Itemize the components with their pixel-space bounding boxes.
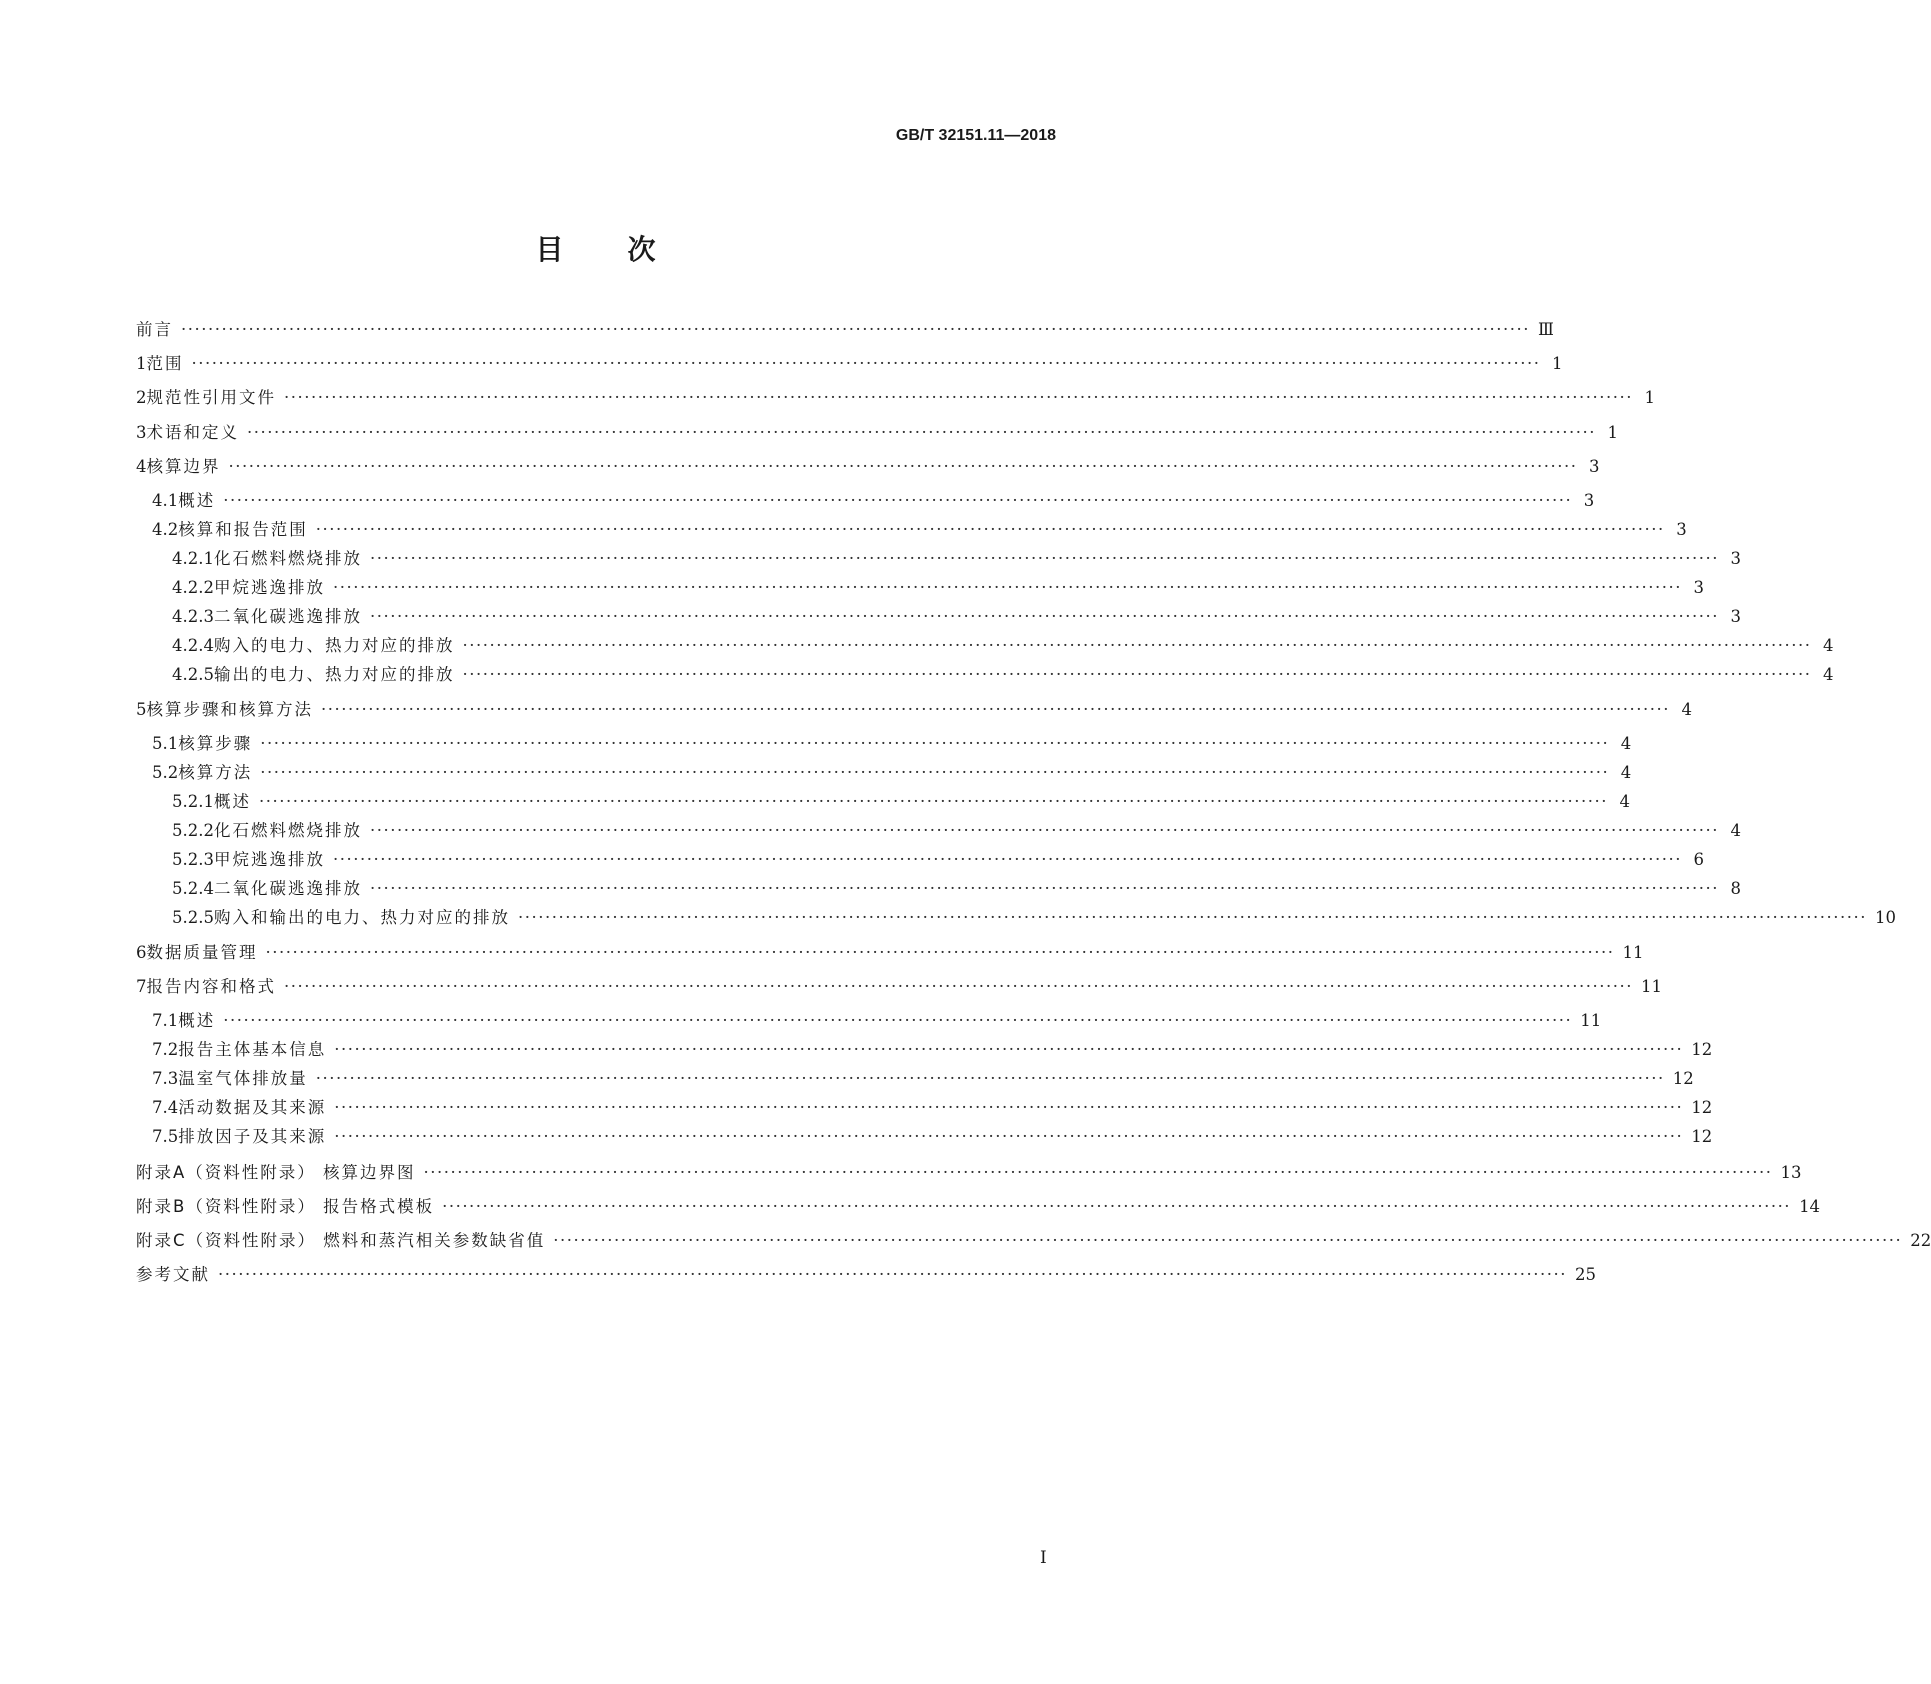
toc-entry[interactable] — [136, 939, 1644, 963]
toc-dot-leader: ········································································································································································································ — [369, 879, 1719, 898]
toc-entry-label: 化石燃料燃烧排放 — [213, 821, 362, 840]
toc-dot-leader: ········································································································································································································ — [553, 1231, 1903, 1250]
toc-dot-leader: ········································································································································································································ — [191, 354, 1541, 373]
toc-entry[interactable] — [152, 730, 1632, 754]
toc-entry-number: 4.2 — [152, 520, 179, 539]
toc-entry-number: 3 — [136, 423, 147, 442]
toc-entry-page: 4 — [1822, 636, 1834, 655]
toc-dot-leader: ········································································································································································································ — [517, 908, 1867, 927]
toc-entry-number: 7.1 — [152, 1011, 179, 1030]
toc-entry-label: 输出的电力、热力对应的排放 — [213, 665, 455, 684]
toc-entry-page: Ⅲ — [1537, 320, 1554, 339]
toc-entry-page: 4 — [1730, 821, 1741, 840]
toc-entry[interactable] — [172, 846, 1704, 870]
toc-entry-number: 5 — [136, 700, 147, 719]
toc-entry-number: 7.5 — [152, 1127, 179, 1146]
toc-entry-label: 前言 — [136, 320, 173, 339]
toc-entry-number: 7 — [136, 977, 147, 996]
toc-entry[interactable] — [136, 696, 1692, 720]
toc-entry[interactable] — [172, 875, 1741, 899]
toc-entry-page: 22 — [1910, 1231, 1931, 1250]
toc-dot-leader: ········································································································································································································ — [321, 700, 1670, 719]
toc-entry[interactable] — [136, 316, 1554, 340]
toc-entry-label: 报告主体基本信息 — [178, 1040, 327, 1059]
toc-entry-page: 11 — [1640, 977, 1662, 996]
toc-entry[interactable] — [172, 545, 1741, 569]
toc-entry-page: 12 — [1691, 1127, 1713, 1146]
toc-dot-leader: ········································································································································································································ — [223, 1011, 1573, 1030]
toc-entry-number: 4.2.4 — [172, 636, 214, 655]
toc-entry-label: 概述 — [178, 491, 216, 510]
toc-entry-label: 排放因子及其来源 — [178, 1127, 327, 1146]
toc-entry-label: 术语和定义 — [146, 423, 239, 442]
toc-entry-page: 1 — [1644, 388, 1655, 407]
toc-entry-label: 活动数据及其来源 — [178, 1098, 327, 1117]
toc-entry-number: 4.2.1 — [172, 549, 214, 568]
toc-dot-leader: ········································································································································································································ — [462, 636, 1812, 655]
toc-entry-number: 4 — [136, 457, 147, 476]
toc-dot-leader: ········································································································································································································ — [334, 1040, 1684, 1059]
toc-entry[interactable] — [172, 817, 1741, 841]
toc-entry-label: 范围 — [146, 354, 184, 373]
toc-dot-leader: ········································································································································································································ — [332, 578, 1682, 597]
toc-entry-page: 3 — [1588, 457, 1600, 476]
toc-entry[interactable] — [136, 1227, 1931, 1251]
toc-entry-page: 3 — [1583, 491, 1595, 510]
toc-entry-label: 报告内容和格式 — [146, 977, 276, 996]
toc-entry-number: 7.4 — [152, 1098, 179, 1117]
toc-entry-label: 甲烷逃逸排放 — [213, 578, 325, 597]
toc-entry-label: 购入的电力、热力对应的排放 — [213, 636, 455, 655]
toc-entry-page: 12 — [1691, 1040, 1713, 1059]
toc-dot-leader: ········································································································································································································ — [423, 1163, 1773, 1182]
toc-entry-page: 11 — [1580, 1011, 1602, 1030]
toc-entry-label: 核算和报告范围 — [178, 520, 308, 539]
toc-entry-number: 5.2.1 — [172, 792, 214, 811]
toc-dot-leader: ········································································································································································································ — [369, 549, 1719, 568]
toc-entry[interactable] — [172, 661, 1834, 685]
toc-entry[interactable] — [152, 1094, 1713, 1118]
toc-entry[interactable] — [172, 904, 1896, 928]
toc-entry-label: 参考文献 — [136, 1265, 210, 1284]
toc-dot-leader: ········································································································································································································ — [284, 977, 1633, 996]
toc-entry-label: 附录A（资料性附录） 核算边界图 — [136, 1163, 416, 1182]
toc-entry-label: 甲烷逃逸排放 — [213, 850, 325, 869]
toc-dot-leader: ········································································································································································································ — [332, 850, 1682, 869]
toc-entry-page: 6 — [1693, 850, 1704, 869]
toc-dot-leader: ········································································································································································································ — [462, 665, 1812, 684]
toc-entry[interactable] — [152, 1007, 1602, 1031]
toc-entry[interactable] — [136, 1261, 1596, 1285]
toc-entry[interactable] — [172, 603, 1741, 627]
toc-dot-leader: ········································································································································································································ — [369, 607, 1719, 626]
toc-entry-label: 规范性引用文件 — [146, 388, 276, 407]
toc-entry-label: 附录C（资料性附录） 燃料和蒸汽相关参数缺省值 — [136, 1231, 546, 1250]
toc-entry-label: 核算边界 — [146, 457, 221, 476]
page-title: 目次 — [535, 233, 720, 266]
page-number: I — [1040, 1548, 1047, 1568]
toc-entry[interactable] — [136, 384, 1655, 408]
toc-entry[interactable] — [172, 574, 1704, 598]
toc-entry-page: 8 — [1730, 879, 1741, 898]
toc-entry[interactable] — [172, 788, 1630, 812]
toc-entry[interactable] — [152, 516, 1687, 540]
toc-entry-label: 化石燃料燃烧排放 — [213, 549, 362, 568]
toc-entry-number: 7.2 — [152, 1040, 179, 1059]
toc-entry-page: 10 — [1874, 908, 1896, 927]
toc-entry-page: 4 — [1681, 700, 1692, 719]
toc-entry-page: 3 — [1693, 578, 1704, 597]
toc-dot-leader: ········································································································································································································ — [334, 1098, 1684, 1117]
toc-entry-page: 4 — [1619, 792, 1630, 811]
toc-entry-number: 5.1 — [152, 734, 179, 753]
toc-entry-page: 3 — [1730, 549, 1741, 568]
toc-entry-page: 12 — [1691, 1098, 1713, 1117]
toc-entry[interactable] — [136, 453, 1600, 477]
toc-entry[interactable] — [172, 632, 1834, 656]
toc-dot-leader: ········································································································································································································ — [228, 457, 1578, 476]
toc-entry-page: 13 — [1780, 1163, 1802, 1182]
toc-entry[interactable] — [152, 759, 1632, 783]
toc-entry-number: 7.3 — [152, 1069, 179, 1088]
toc-entry-number: 5.2.5 — [172, 908, 214, 927]
toc-entry-label: 核算方法 — [178, 763, 253, 782]
toc-dot-leader: ········································································································································································································ — [369, 821, 1719, 840]
toc-entry-label: 核算步骤 — [178, 734, 253, 753]
toc-entry-page: 4 — [1620, 734, 1632, 753]
toc-dot-leader: ········································································································································································································ — [315, 1069, 1665, 1088]
toc-entry-page: 12 — [1672, 1069, 1694, 1088]
toc-dot-leader: ········································································································································································································ — [442, 1197, 1792, 1216]
toc-entry-number: 5.2.4 — [172, 879, 214, 898]
toc-entry-page: 4 — [1620, 763, 1632, 782]
toc-entry-label: 二氧化碳逃逸排放 — [213, 607, 362, 626]
toc-entry[interactable] — [136, 1159, 1802, 1183]
toc-entry-number: 5.2.3 — [172, 850, 214, 869]
toc-dot-leader: ········································································································································································································ — [258, 792, 1608, 811]
toc-entry[interactable] — [136, 1193, 1821, 1217]
toc-entry-label: 二氧化碳逃逸排放 — [213, 879, 362, 898]
toc-dot-leader: ········································································································································································································ — [223, 491, 1573, 510]
toc-entry-label: 附录B（资料性附录） 报告格式模板 — [136, 1197, 435, 1216]
toc-entry-number: 6 — [136, 943, 147, 962]
toc-entry-number: 4.2.3 — [172, 607, 214, 626]
toc-dot-leader: ········································································································································································································ — [181, 320, 1530, 339]
toc-entry-number: 2 — [136, 388, 147, 407]
toc-entry-page: 25 — [1574, 1265, 1596, 1284]
toc-entry-page: 11 — [1622, 943, 1644, 962]
toc-entry-label: 温室气体排放量 — [178, 1069, 308, 1088]
toc-entry-page: 3 — [1676, 520, 1687, 539]
toc-entry[interactable] — [152, 1036, 1713, 1060]
standard-code: GB/T 32151.11—2018 — [895, 127, 1056, 144]
toc-entry-page: 4 — [1822, 665, 1834, 684]
toc-entry[interactable] — [136, 350, 1563, 374]
toc-entry-number: 5.2 — [152, 763, 179, 782]
toc-entry-number: 1 — [136, 354, 147, 373]
toc-entry-number: 5.2.2 — [172, 821, 214, 840]
toc-dot-leader: ········································································································································································································ — [247, 423, 1596, 442]
toc-entry-label: 概述 — [213, 792, 251, 811]
toc-entry-label: 核算步骤和核算方法 — [146, 700, 313, 719]
toc-dot-leader: ········································································································································································································ — [260, 763, 1610, 782]
toc-entry-label: 概述 — [178, 1011, 216, 1030]
toc-entry-page: 14 — [1799, 1197, 1821, 1216]
toc-entry-page: 1 — [1551, 354, 1563, 373]
toc-dot-leader: ········································································································································································································ — [218, 1265, 1567, 1284]
toc-entry-page: 3 — [1730, 607, 1741, 626]
toc-entry-number: 4.2.5 — [172, 665, 214, 684]
toc-dot-leader: ········································································································································································································ — [284, 388, 1633, 407]
toc-entry-label: 购入和输出的电力、热力对应的排放 — [213, 908, 510, 927]
toc-entry[interactable] — [136, 973, 1662, 997]
toc-entry[interactable] — [136, 419, 1618, 443]
toc-dot-leader: ········································································································································································································ — [315, 520, 1665, 539]
toc-entry[interactable] — [152, 487, 1595, 511]
toc-dot-leader: ········································································································································································································ — [334, 1127, 1684, 1146]
toc-entry-page: 1 — [1607, 423, 1618, 442]
toc-entry-number: 4.1 — [152, 491, 179, 510]
toc-dot-leader: ········································································································································································································ — [265, 943, 1615, 962]
toc-entry-number: 4.2.2 — [172, 578, 214, 597]
toc-entry[interactable] — [152, 1123, 1713, 1147]
toc-dot-leader: ········································································································································································································ — [260, 734, 1610, 753]
toc-entry[interactable] — [152, 1065, 1694, 1089]
toc-entry-label: 数据质量管理 — [146, 943, 258, 962]
